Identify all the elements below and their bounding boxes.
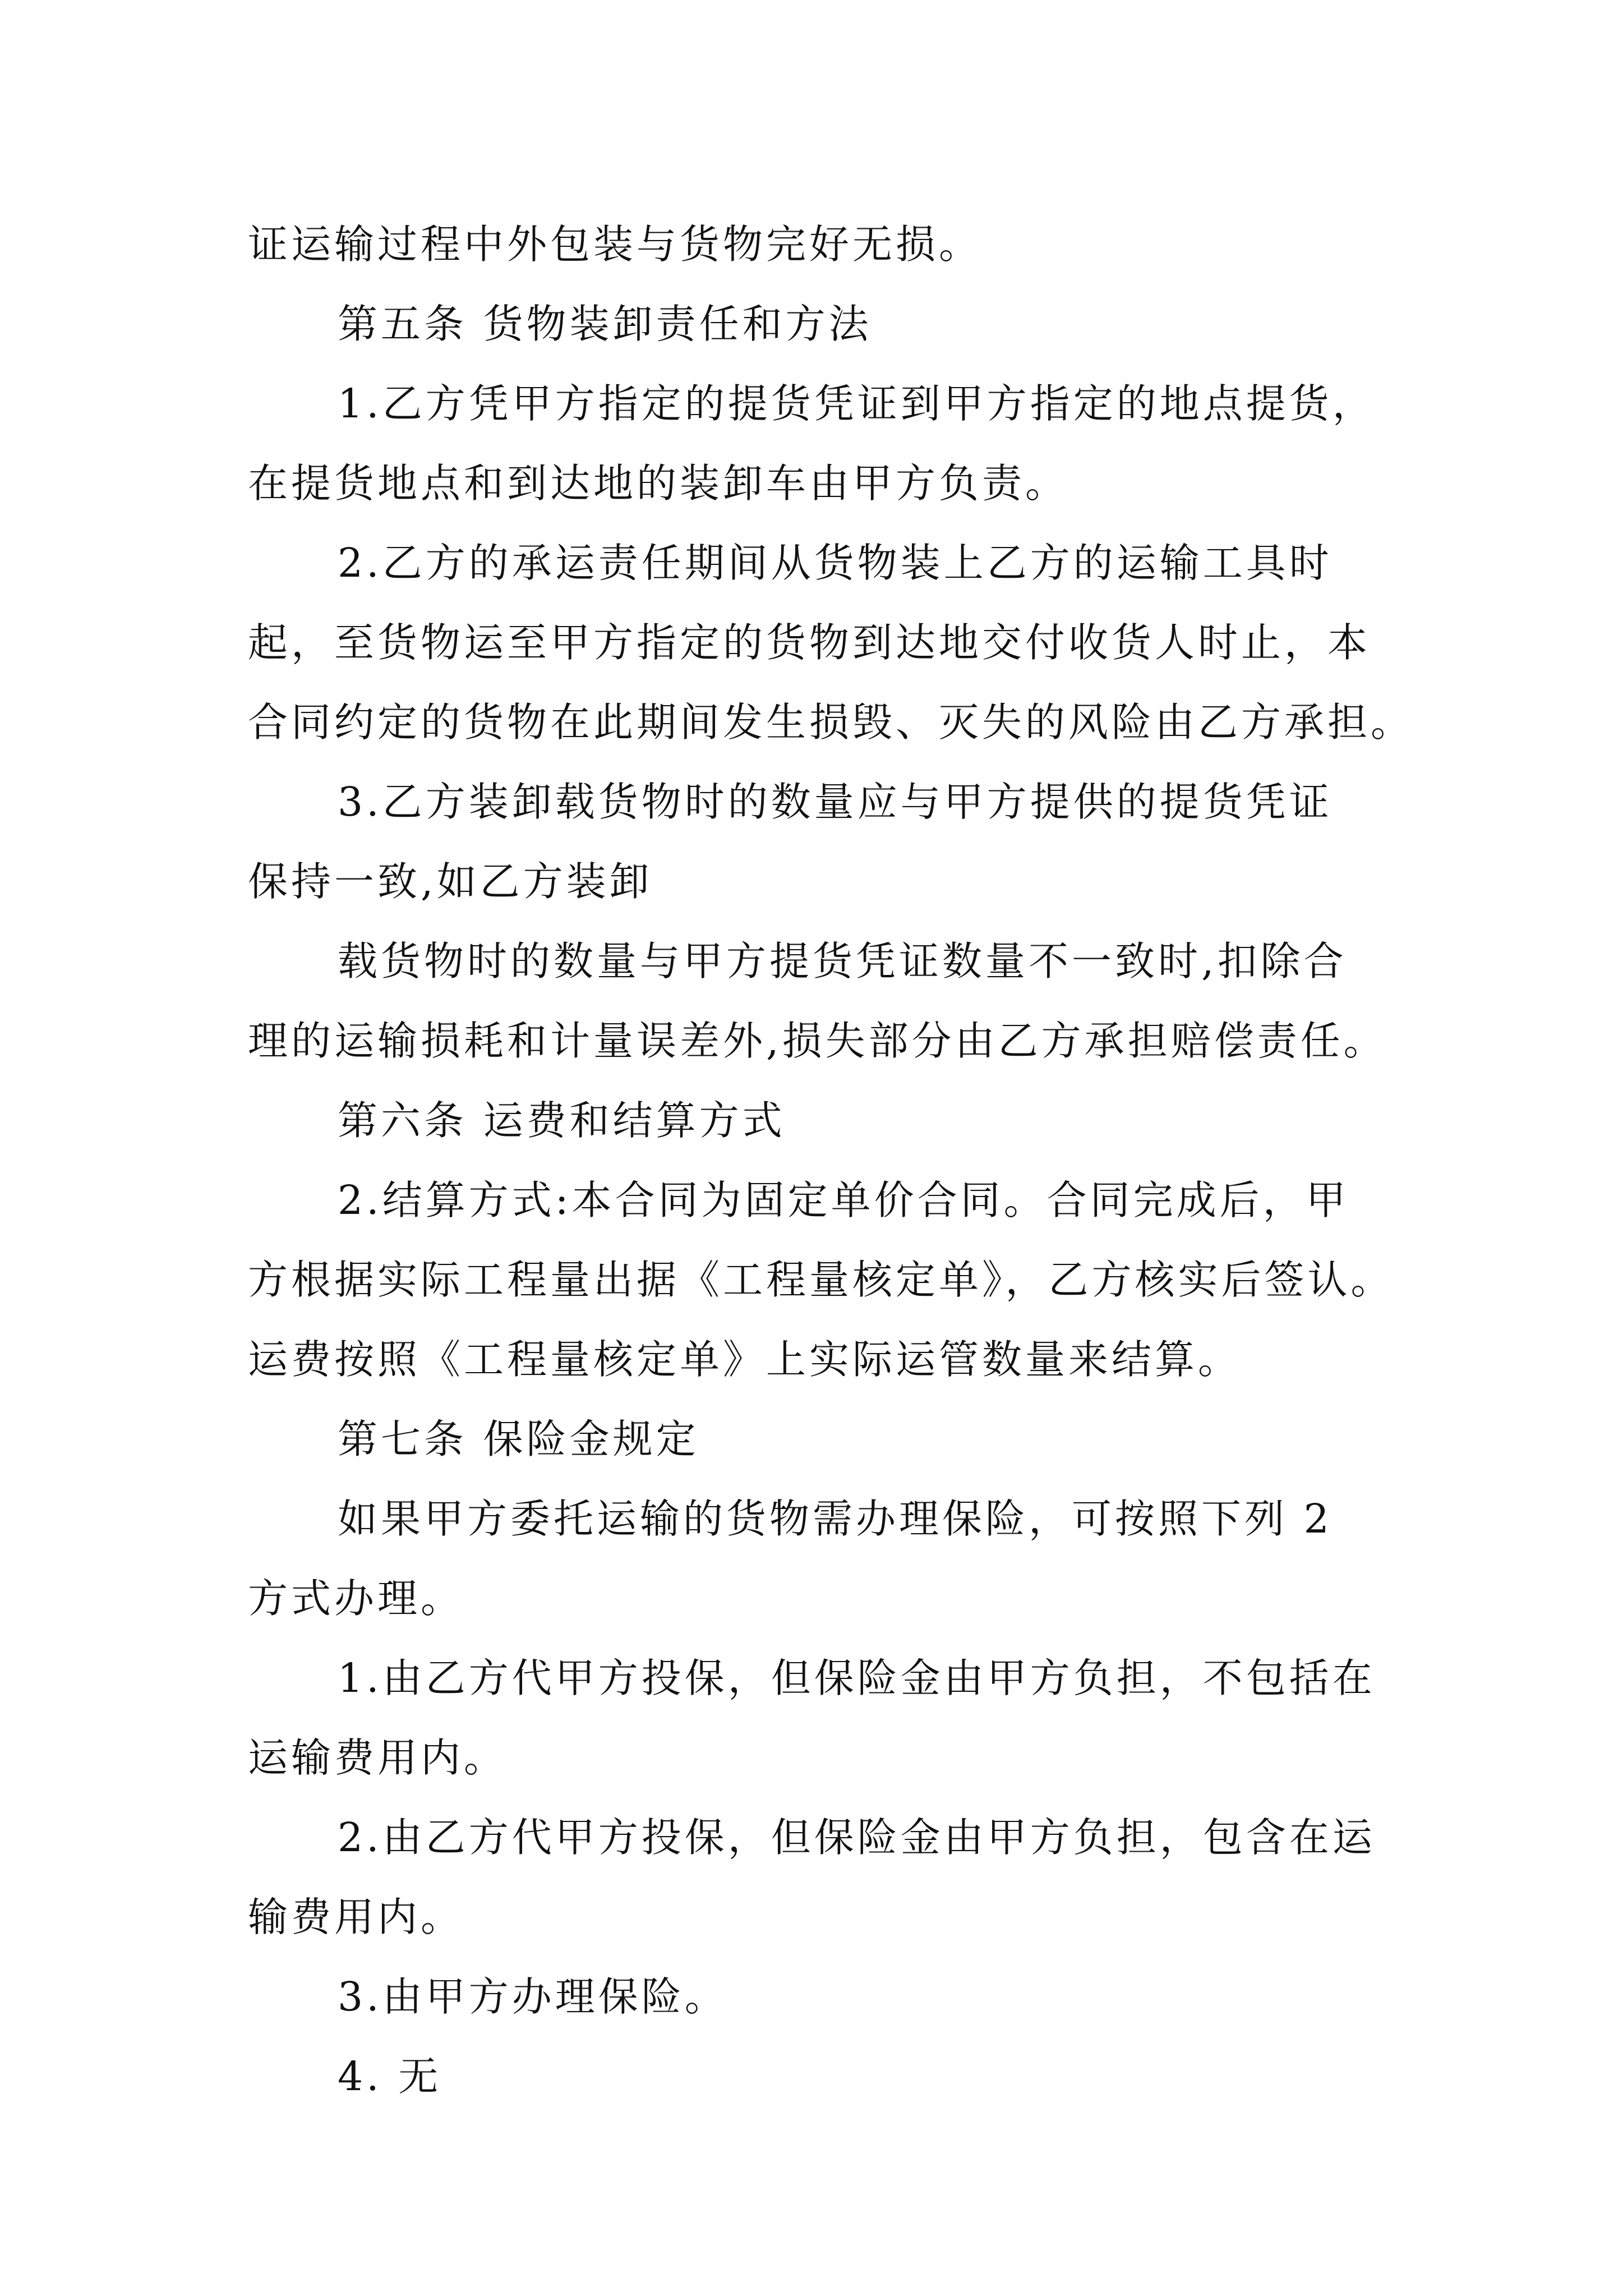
article-heading-7: 第七条 保险金规定 [338, 1416, 699, 1462]
text-line: 保持一致,如乙方装卸 [248, 858, 653, 905]
text-line: 2.由乙方代甲方投保，但保险金由甲方负担，包含在运 [338, 1814, 1376, 1861]
text-line: 4. 无 [338, 2053, 442, 2100]
text-line: 3.由甲方办理保险。 [338, 1973, 728, 2020]
text-line: 方根据实际工程量出据《工程量核定单》，乙方核实后签认。 [248, 1257, 1394, 1303]
text-line: 2.乙方的承运责任期间从货物装上乙方的运输工具时 [338, 540, 1332, 586]
text-line: 方式办理。 [248, 1575, 464, 1622]
text-line: 输费用内。 [248, 1894, 464, 1940]
text-line: 2.结算方式:本合同为固定单价合同。合同完成后，甲 [338, 1177, 1349, 1223]
text-line: 1.由乙方代甲方投保，但保险金由甲方负担，不包括在 [338, 1655, 1376, 1701]
text-line: 证运输过程中外包装与货物完好无损。 [248, 221, 983, 268]
article-heading-5: 第五条 货物装卸责任和方法 [338, 301, 872, 347]
text-line: 如果甲方委托运输的货物需办理保险，可按照下列 2 [338, 1496, 1332, 1542]
text-line: 在提货地点和到达地的装卸车由甲方负责。 [248, 460, 1069, 507]
text-line: 运输费用内。 [248, 1734, 508, 1781]
text-line: 理的运输损耗和计量误差外,损失部分由乙方承担赔偿责任。 [248, 1018, 1387, 1064]
text-line: 载货物时的数量与甲方提货凭证数量不一致时,扣除合 [338, 938, 1347, 984]
text-line: 起，至货物运至甲方指定的货物到达地交付收货人时止，本 [248, 619, 1371, 666]
text-line: 1.乙方凭甲方指定的提货凭证到甲方指定的地点提货， [338, 380, 1376, 427]
text-line: 合同约定的货物在此期间发生损毁、灭失的风险由乙方承担。 [248, 699, 1414, 746]
text-line: 3.乙方装卸载货物时的数量应与甲方提供的提货凭证 [338, 779, 1332, 825]
document-body [248, 205, 1414, 2116]
text-line: 运费按照《工程量核定单》上实际运管数量来结算。 [248, 1336, 1242, 1383]
article-heading-6: 第六条 运费和结算方式 [338, 1097, 786, 1144]
